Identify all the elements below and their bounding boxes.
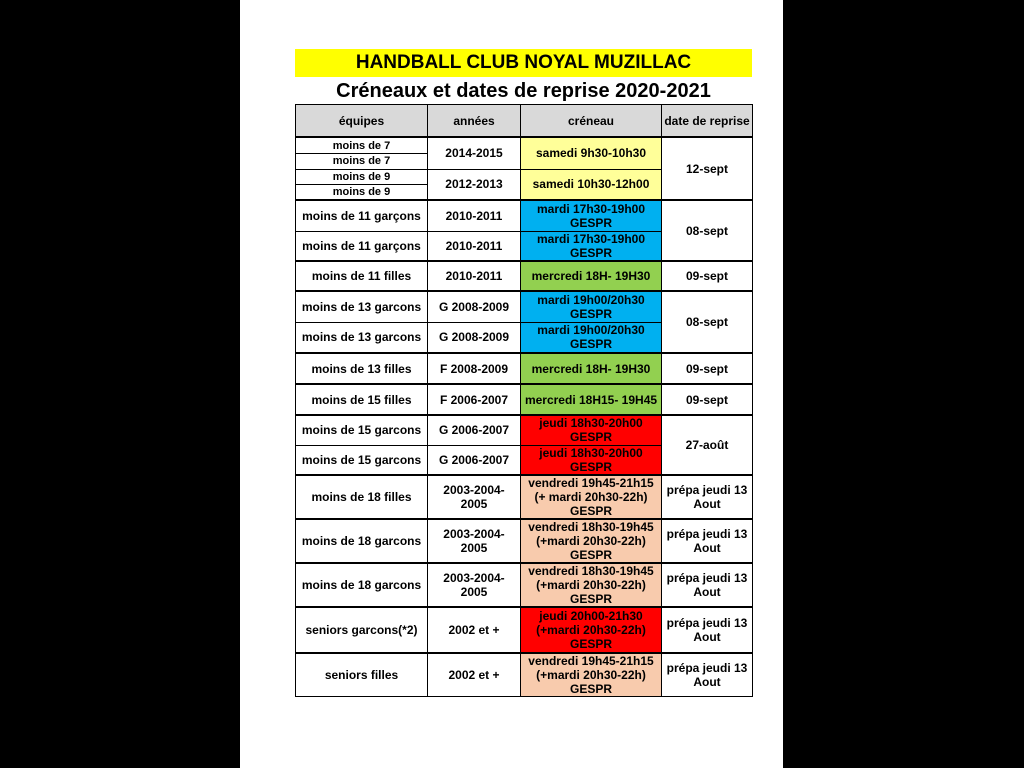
schedule-table xyxy=(295,104,753,697)
slot-cell: mercredi 18H- 19H30 xyxy=(521,261,662,291)
header-date: date de reprise xyxy=(662,105,753,138)
years-cell: G 2008-2009 xyxy=(428,322,521,353)
date-cell: 27-août xyxy=(662,415,753,475)
date-cell: prépa jeudi 13 Aout xyxy=(662,563,753,607)
slot-cell: jeudi 18h30-20h00 GESPR xyxy=(521,445,662,475)
slot-cell: jeudi 18h30-20h00 GESPR xyxy=(521,415,662,445)
team-cell xyxy=(296,169,428,200)
team-cell: moins de 18 garcons xyxy=(296,519,428,563)
table-row xyxy=(296,137,753,169)
years-cell: F 2008-2009 xyxy=(428,353,521,384)
team-cell: moins de 11 garçons xyxy=(296,200,428,231)
table-row xyxy=(296,291,753,322)
team-cell: moins de 13 garcons xyxy=(296,322,428,353)
table-row xyxy=(296,384,753,415)
years-cell: G 2008-2009 xyxy=(428,291,521,322)
slot-cell: mercredi 18H15- 19H45 xyxy=(521,384,662,415)
years-cell: 2012-2013 xyxy=(428,169,521,200)
slot-cell: samedi 9h30-10h30 xyxy=(521,137,662,169)
years-cell: 2003-2004-2005 xyxy=(428,519,521,563)
club-title: HANDBALL CLUB NOYAL MUZILLAC xyxy=(295,49,752,77)
date-cell: 08-sept xyxy=(662,291,753,353)
date-cell: prépa jeudi 13 Aout xyxy=(662,607,753,653)
team-cell: seniors garcons(*2) xyxy=(296,607,428,653)
years-cell: 2014-2015 xyxy=(428,137,521,169)
team-cell: moins de 13 filles xyxy=(296,353,428,384)
team-subcell: moins de 9 xyxy=(296,170,427,185)
years-cell: 2002 et + xyxy=(428,653,521,697)
team-cell: moins de 13 garcons xyxy=(296,291,428,322)
date-cell: prépa jeudi 13 Aout xyxy=(662,519,753,563)
slot-cell: jeudi 20h00-21h30 (+mardi 20h30-22h) GESPR xyxy=(521,607,662,653)
date-cell: 09-sept xyxy=(662,353,753,384)
table-row xyxy=(296,519,753,563)
years-cell: 2010-2011 xyxy=(428,200,521,231)
team-cell: seniors filles xyxy=(296,653,428,697)
team-cell: moins de 15 garcons xyxy=(296,445,428,475)
table-row xyxy=(296,261,753,291)
table-row xyxy=(296,200,753,231)
team-subcell: moins de 7 xyxy=(296,139,427,154)
years-cell: 2002 et + xyxy=(428,607,521,653)
years-cell: G 2006-2007 xyxy=(428,445,521,475)
table-row xyxy=(296,415,753,445)
years-cell: 2003-2004-2005 xyxy=(428,475,521,519)
years-cell: 2010-2011 xyxy=(428,261,521,291)
slot-cell: vendredi 18h30-19h45 (+mardi 20h30-22h) GESPR xyxy=(521,563,662,607)
table-row xyxy=(296,607,753,653)
slot-cell: vendredi 18h30-19h45 (+mardi 20h30-22h) GESPR xyxy=(521,519,662,563)
date-cell: prépa jeudi 13 Aout xyxy=(662,653,753,697)
slot-cell: vendredi 19h45-21h15 (+ mardi 20h30-22h) GESPR xyxy=(521,475,662,519)
schedule-subtitle: Créneaux et dates de reprise 2020-2021 xyxy=(336,80,711,102)
team-cell: moins de 18 filles xyxy=(296,475,428,519)
slot-cell: samedi 10h30-12h00 xyxy=(521,169,662,200)
date-cell: prépa jeudi 13 Aout xyxy=(662,475,753,519)
slot-cell: mardi 19h00/20h30 GESPR xyxy=(521,291,662,322)
years-cell: G 2006-2007 xyxy=(428,415,521,445)
team-cell: moins de 15 filles xyxy=(296,384,428,415)
table-row xyxy=(296,563,753,607)
header-teams: équipes xyxy=(296,105,428,138)
years-cell: 2003-2004-2005 xyxy=(428,563,521,607)
date-cell: 08-sept xyxy=(662,200,753,261)
team-cell: moins de 11 garçons xyxy=(296,231,428,261)
team-cell xyxy=(296,137,428,169)
table-header-row xyxy=(296,105,753,138)
date-cell: 09-sept xyxy=(662,384,753,415)
table-row xyxy=(296,653,753,697)
team-cell: moins de 15 garcons xyxy=(296,415,428,445)
team-subcell: moins de 7 xyxy=(332,154,391,167)
date-cell: 12-sept xyxy=(662,137,753,200)
team-cell: moins de 11 filles xyxy=(296,261,428,291)
team-subcell: moins de 9 xyxy=(332,185,391,198)
slot-cell: mardi 17h30-19h00 GESPR xyxy=(521,231,662,261)
team-cell: moins de 18 garcons xyxy=(296,563,428,607)
years-cell: F 2006-2007 xyxy=(428,384,521,415)
slot-cell: mercredi 18H- 19H30 xyxy=(521,353,662,384)
slot-cell: mardi 19h00/20h30 GESPR xyxy=(521,322,662,353)
header-years: années xyxy=(428,105,521,138)
table-row xyxy=(296,475,753,519)
slot-cell: mardi 17h30-19h00 GESPR xyxy=(521,200,662,231)
years-cell: 2010-2011 xyxy=(428,231,521,261)
table-row xyxy=(296,353,753,384)
date-cell: 09-sept xyxy=(662,261,753,291)
slot-cell: vendredi 19h45-21h15 (+mardi 20h30-22h) GESPR xyxy=(521,653,662,697)
header-slot: créneau xyxy=(521,105,662,138)
